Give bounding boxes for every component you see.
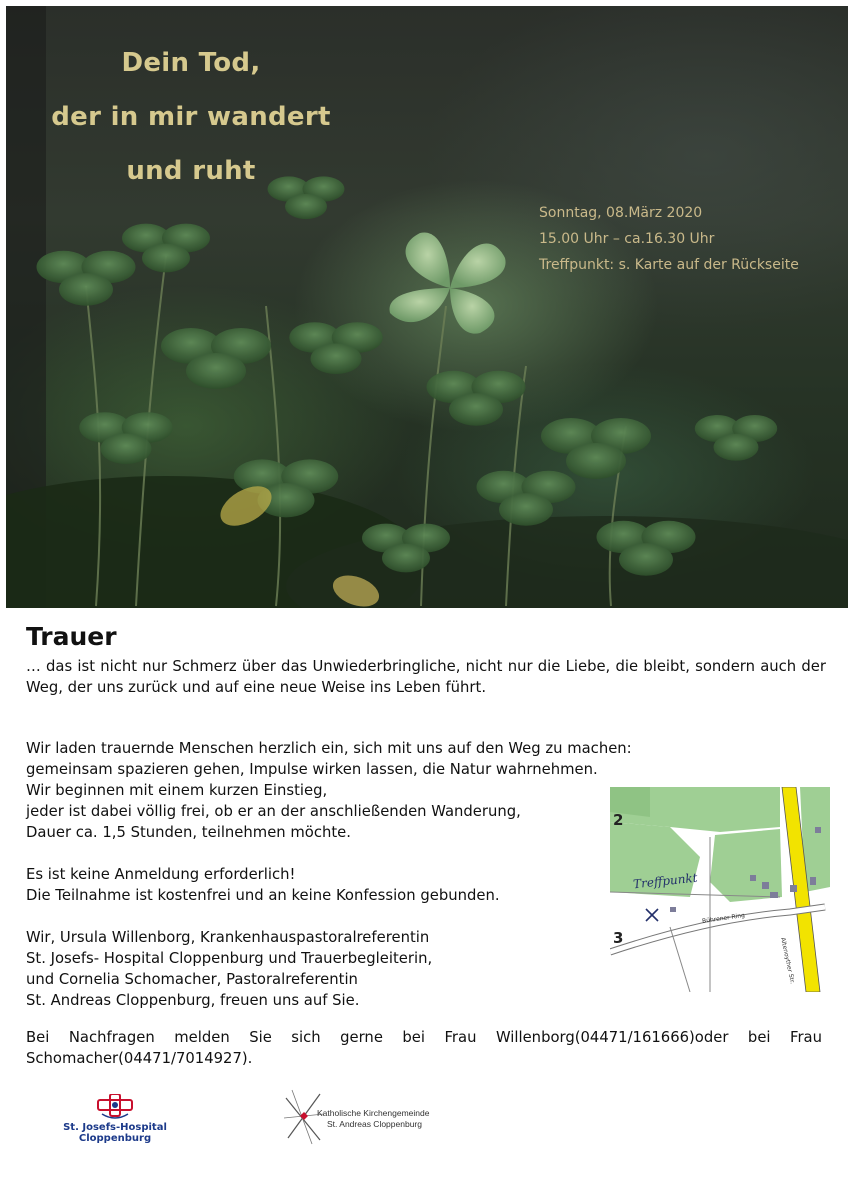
intro-text: … das ist nicht nur Schmerz über das Unwiederbringliche, nicht nur die Liebe, die bleibt, sondern auch der Weg, der uns zurück und auf eine neue Weise ins Leben führt. [26,658,826,696]
hospital-cross-logo-icon [50,1094,180,1124]
hero-photo [6,6,848,608]
body-line: St. Josefs- Hospital Cloppenburg und Trauerbegleiterin, [26,950,433,967]
hero-title-line: und ruht [126,156,256,186]
hero-title-line: Dein Tod, [121,48,261,78]
map-street-label: Bührener Ring [701,912,746,925]
map-street-label: Altenoyther Str. [779,937,796,985]
parish-logo-line: Katholische Kirchengemeinde [317,1108,430,1118]
parish-logo-line: St. Andreas Cloppenburg [327,1119,422,1129]
section-heading: Trauer [26,622,117,651]
map-grid-label: 2 [613,811,624,829]
body-line: gemeinsam spazieren gehen, Impulse wirken lassen, die Natur wahrnehmen. [26,761,598,778]
map-meeting-point-label: Treffpunkt [632,870,699,892]
parish-logo [284,1088,434,1146]
contact-text: Bei Nachfragen melden Sie sich gerne bei Frau Willenborg(04471/161666)oder bei Frau Schomacher(04471/7014927). [26,1029,822,1067]
event-date: Sonntag, 08.März 2020 [539,205,703,221]
body-text [26,738,632,1011]
body-line: Dauer ca. 1,5 Stunden, teilnehmen möchte. [26,824,351,841]
hospital-logo-line: Cloppenburg [78,1133,152,1144]
hero-title [46,36,336,198]
map-grid-label: 3 [613,929,624,947]
event-info [539,200,799,278]
event-time: 15.00 Uhr – ca.16.30 Uhr [539,231,715,247]
body-line: Wir beginnen mit einem kurzen Einstieg, [26,782,328,799]
location-map [610,787,830,992]
body-line: Es ist keine Anmeldung erforderlich! [26,866,296,883]
body-line: St. Andreas Cloppenburg, freuen uns auf Sie. [26,992,360,1009]
body-line: Wir, Ursula Willenborg, Krankenhauspastoralreferentin [26,929,430,946]
hospital-logo-line: St. Josefs-Hospital [63,1122,167,1133]
hospital-logo [50,1094,180,1144]
body-line: jeder ist dabei völlig frei, ob er an der anschließenden Wanderung, [26,803,521,820]
body-line: Die Teilnahme ist kostenfrei und an keine Konfession gebunden. [26,887,500,904]
body-line: und Cornelia Schomacher, Pastoralreferentin [26,971,358,988]
hero-title-line: der in mir wandert [51,102,331,132]
event-meeting-point: Treffpunkt: s. Karte auf der Rückseite [539,257,799,273]
body-line: Wir laden trauernde Menschen herzlich ein, sich mit uns auf den Weg zu machen: [26,740,632,757]
